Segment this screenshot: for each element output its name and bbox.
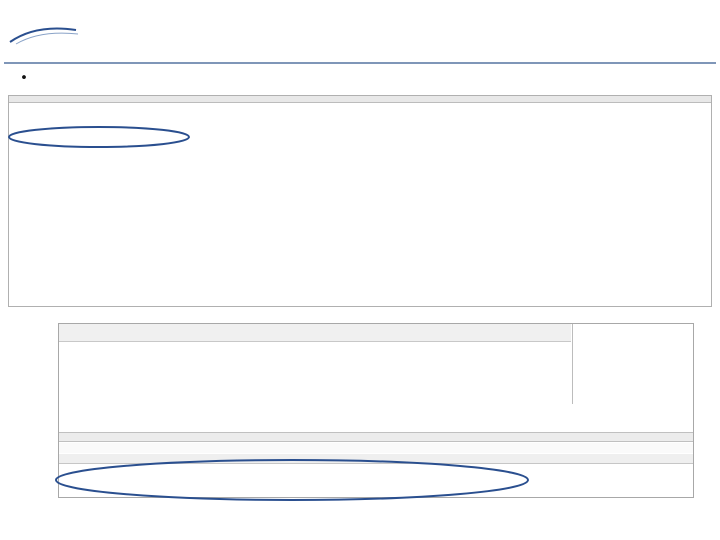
activity-info-bar (59, 443, 694, 453)
lsst-logo (626, 32, 714, 62)
bullet-icon: • (20, 70, 28, 86)
resource-assignment-grid[interactable] (59, 454, 694, 498)
title-divider (4, 62, 716, 64)
resource-spreadsheet[interactable] (8, 95, 712, 307)
detail-tabs[interactable] (59, 432, 694, 442)
gantt-chart[interactable] (572, 324, 694, 404)
project-schedule-panel[interactable] (58, 323, 694, 498)
activity-grid[interactable] (59, 324, 571, 404)
aura-logo (6, 24, 86, 64)
activity-grid-header (59, 324, 571, 342)
column-header-bar (9, 96, 712, 103)
resource-grid-header (59, 454, 694, 464)
bullet-point (20, 70, 36, 86)
aura-swoosh-icon (6, 24, 86, 46)
